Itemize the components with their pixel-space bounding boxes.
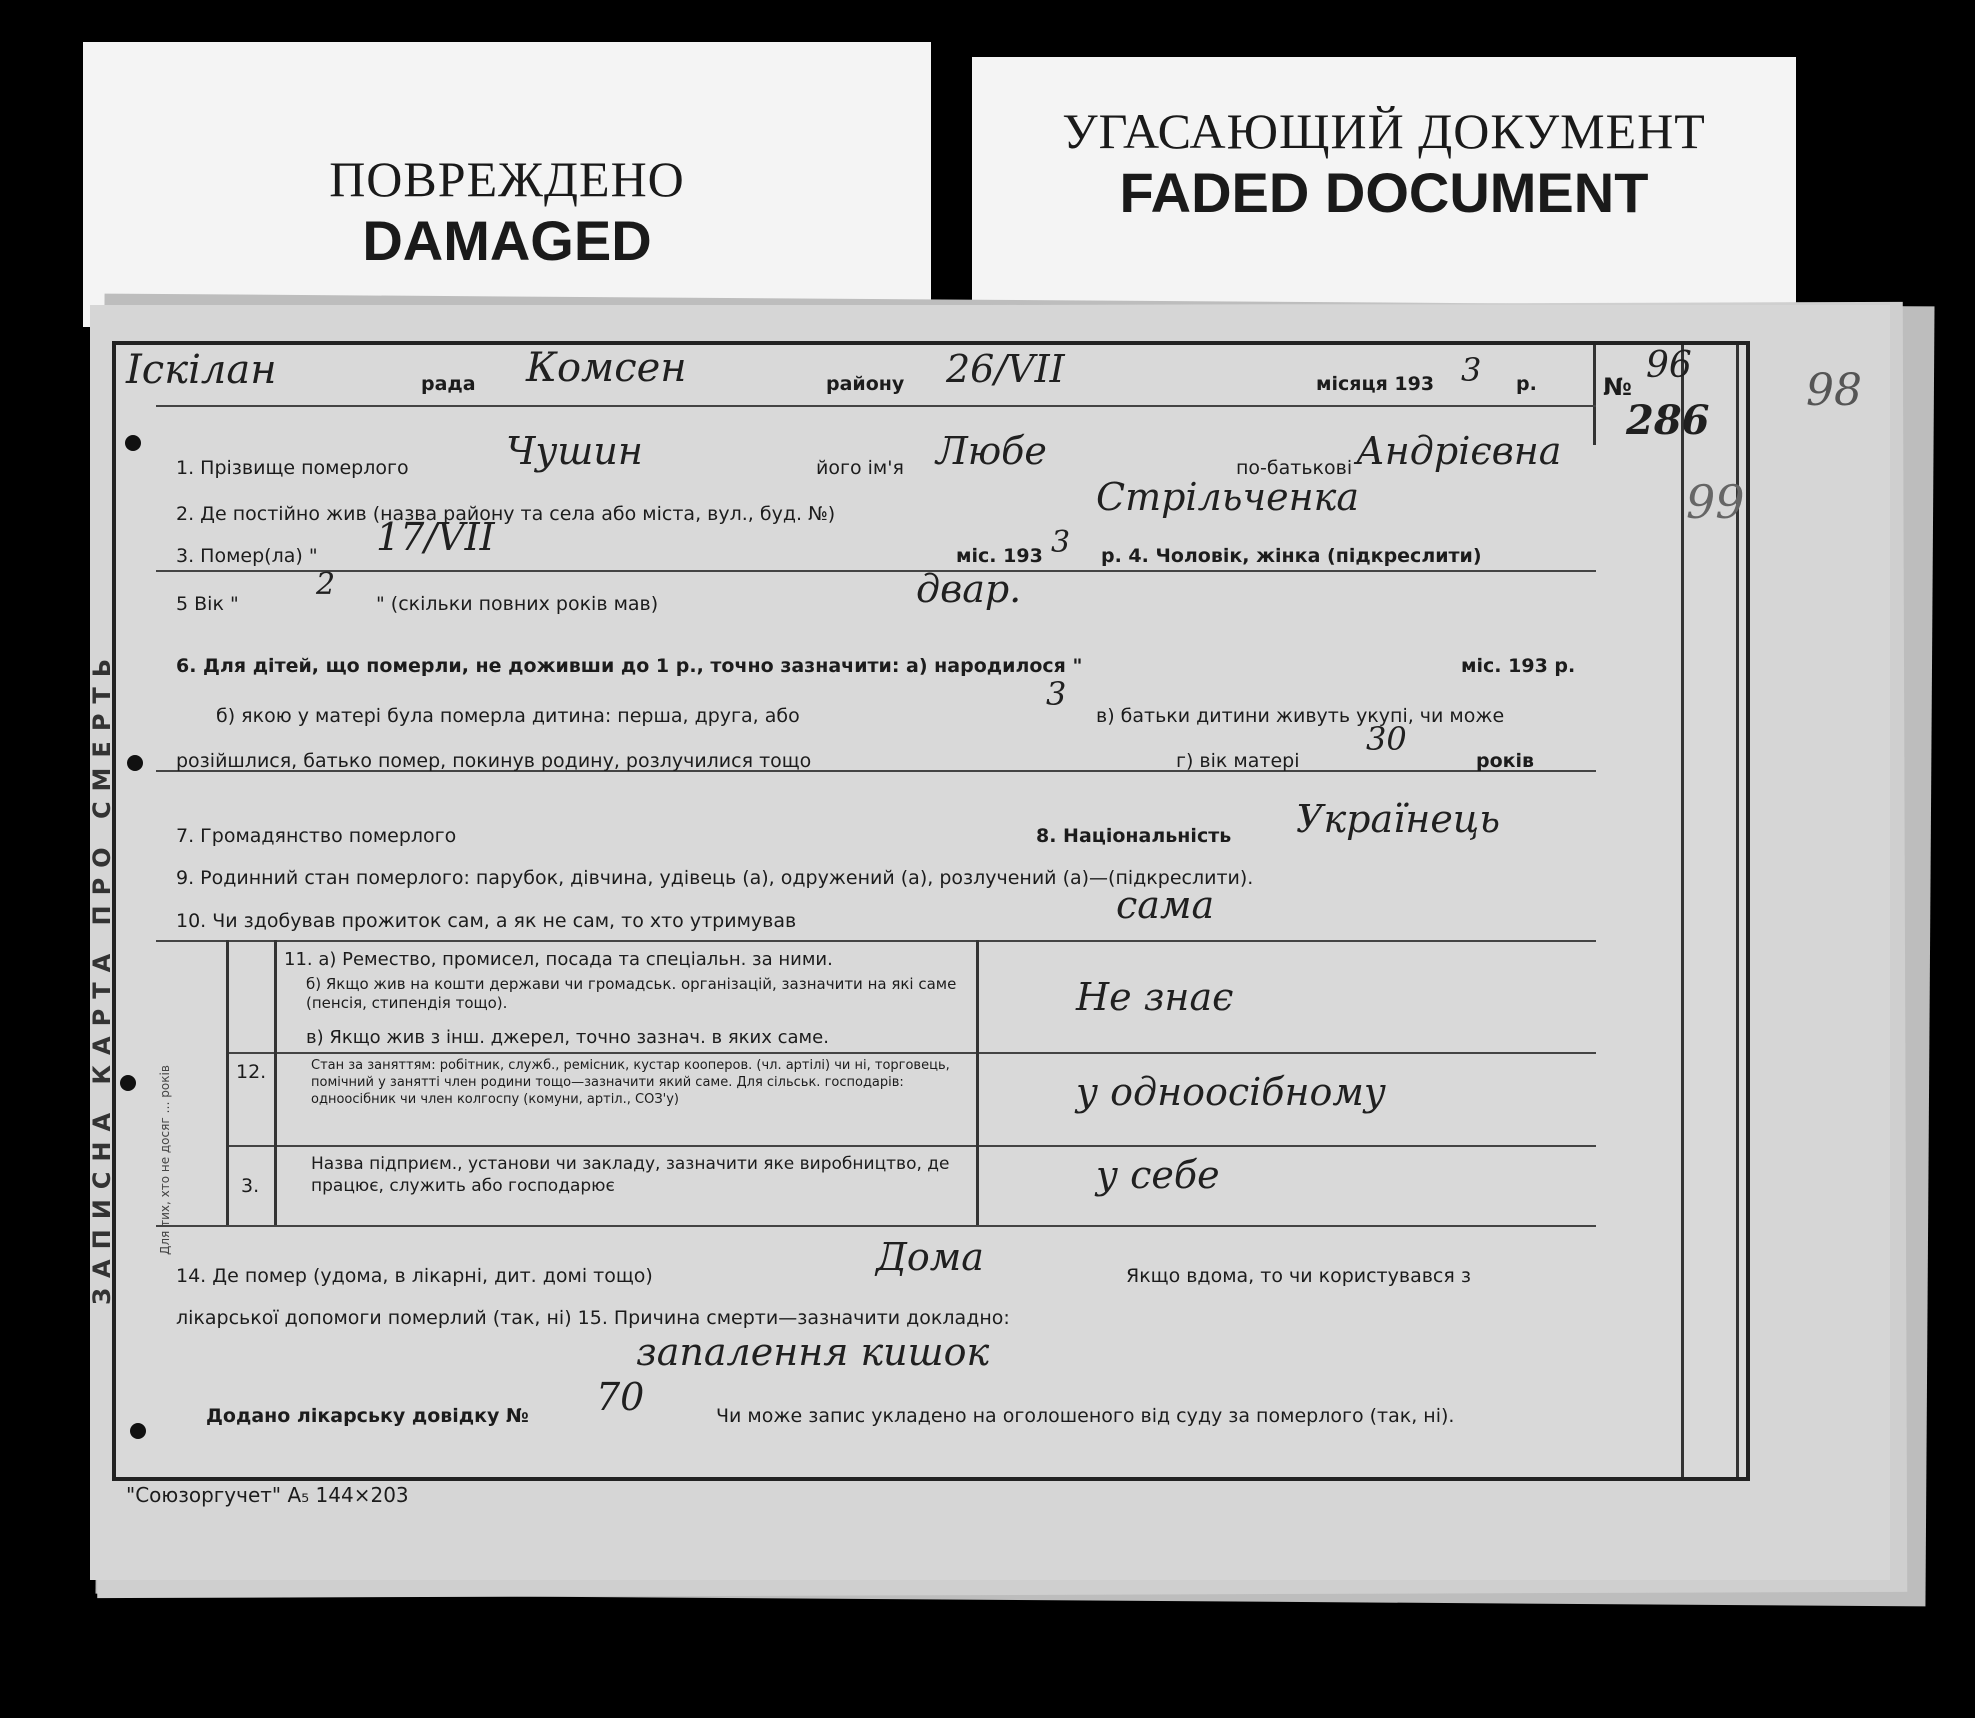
hw-workplace: у себе bbox=[1096, 1153, 1220, 1197]
hw-margin-number-1: 98 bbox=[1806, 365, 1862, 416]
printer-footer: "Союзоргучет" А₅ 144×203 bbox=[126, 1483, 409, 1507]
infant-label-line1-end: міс. 193 р. bbox=[1461, 655, 1576, 677]
number-box-line bbox=[1593, 345, 1596, 445]
month-label: місяця 193 bbox=[1316, 373, 1435, 395]
occupation-c-label: в) Якщо жив з інш. джерел, точно зазнач. в яких саме. bbox=[306, 1027, 829, 1048]
home-assistance-label: Якщо вдома, то чи користувався з bbox=[1126, 1265, 1471, 1287]
side-small-caption: Для тих, хто не досяг … років bbox=[158, 1065, 172, 1255]
cause-label: лікарської допомоги померлий (так, ні) 15. Причина смерти—зазначити докладно: bbox=[176, 1307, 1010, 1329]
damaged-label-ru: ПОВРЕЖДЕНО bbox=[329, 151, 685, 207]
line-after-r10 bbox=[156, 940, 1596, 942]
hw-cause-of-death: запалення кишок bbox=[636, 1330, 990, 1374]
line-after-r5 bbox=[156, 570, 1596, 572]
residence-label: 2. Де постійно жив (назва району та села або міста, вул., буд. №) bbox=[176, 503, 836, 525]
no-label: № bbox=[1603, 373, 1632, 401]
marital-status-label: 9. Родинний стан померлого: парубок, дівчина, удівець (а), одружений (а), розлучений (а)—(підкреслити). bbox=[176, 867, 1254, 889]
hw-number-2: 286 bbox=[1626, 397, 1710, 444]
form-frame bbox=[112, 341, 1862, 1481]
infant-label-line2: б) якою у матері була померла дитина: перша, друга, або bbox=[216, 705, 800, 727]
hw-patronymic: Андрієвна bbox=[1356, 429, 1562, 473]
hw-residence: Стрільченка bbox=[1096, 475, 1359, 519]
occupation-b-label: б) Якщо жив на кошти держави чи громадськ. організацій, зазначити на які саме (пенсія, стипендія тощо). bbox=[306, 975, 957, 1012]
hw-margin-number-2: 99 bbox=[1686, 475, 1745, 529]
punch-hole bbox=[120, 1075, 136, 1091]
mother-age-label: г) вік матері bbox=[1176, 750, 1300, 772]
row12-number: 12. bbox=[236, 1061, 267, 1083]
punch-hole bbox=[130, 1423, 146, 1439]
hw-death-year: 3 bbox=[1051, 525, 1071, 560]
hw-certificate-number: 70 bbox=[596, 1375, 645, 1419]
certificate-label: Додано лікарську довідку № bbox=[206, 1405, 529, 1427]
gender-label: р. 4. Чоловік, жінка (підкреслити) bbox=[1101, 545, 1482, 567]
hw-mother-age: 30 bbox=[1366, 720, 1407, 758]
patronymic-label: по-батькові bbox=[1236, 457, 1353, 479]
workplace-label: Назва підприєм., установи чи закладу, зазначити яке виробництво, де працює, служить або господарює bbox=[311, 1154, 950, 1196]
hw-occupation: Не знає bbox=[1076, 975, 1234, 1019]
right-border-line bbox=[1681, 345, 1684, 1477]
age-rest-label: " (скільки повних років мав) bbox=[376, 593, 659, 615]
side-title: ЗАПИСНА КАРТА ПРО СМЕРТЬ bbox=[88, 648, 116, 1305]
punch-hole bbox=[127, 755, 143, 771]
hw-surname: Чушин bbox=[506, 429, 643, 473]
infant-label-line2-end: в) батьки дитини живуть укупі, чи може bbox=[1096, 705, 1505, 727]
r-label: р. bbox=[1516, 373, 1537, 395]
faded-label-card bbox=[972, 57, 1796, 310]
hw-year-digit: 3 bbox=[1461, 351, 1482, 389]
rada-label: рада bbox=[421, 373, 476, 395]
death-record-card bbox=[90, 305, 1890, 1580]
hw-death-place: Дома bbox=[876, 1235, 984, 1279]
employment-status-label: Стан за заняттям: робітник, служб., ремісник, кустар кооперов. (чл. артілі) чи ні, торговець, помічний у занятті член родини тощо—зазначити який саме. Для сільськ. господарів: одноосібник чи член колгоспу (комуни, артіл., СОЗ'у) bbox=[311, 1058, 950, 1107]
hw-rada-name: Іскілан bbox=[126, 347, 277, 393]
r11-num-line bbox=[274, 940, 277, 1225]
supported-label: 10. Чи здобував прожиток сам, а як не сам, то хто утримував bbox=[176, 910, 797, 932]
hw-raion-name: Комсен bbox=[526, 345, 687, 391]
infant-label-line1: 6. Для дітей, що померли, не доживши до 1 р., точно зазначити: а) народилося " bbox=[176, 655, 1083, 677]
name-label: його ім'я bbox=[816, 457, 904, 479]
faded-label-ru: УГАСАЮЩИЙ ДОКУМЕНТ bbox=[1062, 103, 1706, 159]
court-record-label: Чи може запис укладено на оголошеного від суду за померлого (так, ні). bbox=[716, 1405, 1455, 1427]
occupation-a-label: 11. а) Ремество, промисел, посада та спеціальн. за ними. bbox=[284, 949, 833, 970]
death-month-label: міс. 193 bbox=[956, 545, 1043, 567]
hw-child-order: 3 bbox=[1046, 675, 1067, 713]
damaged-label-card bbox=[83, 42, 931, 327]
hw-death-day: 17/VII bbox=[376, 515, 495, 559]
r11-answer-line bbox=[976, 940, 979, 1225]
hw-supported: сама bbox=[1116, 883, 1215, 927]
hw-number-1: 96 bbox=[1646, 345, 1692, 386]
line-after-r12 bbox=[226, 1145, 1596, 1147]
hw-date: 26/VII bbox=[946, 347, 1065, 391]
damaged-label-en: DAMAGED bbox=[362, 209, 652, 272]
nationality-label: 8. Національність bbox=[1036, 825, 1232, 847]
infant-label-line3: розійшлися, батько помер, покинув родину, розлучилися тощо bbox=[176, 750, 812, 772]
raion-label: району bbox=[826, 373, 905, 395]
line-after-r11 bbox=[226, 1052, 1596, 1054]
hw-age: 2 bbox=[316, 567, 336, 602]
hw-nationality: Українець bbox=[1296, 797, 1501, 841]
years-label: років bbox=[1476, 750, 1535, 772]
hw-employment-status: у одноосібному bbox=[1076, 1070, 1386, 1114]
header-line bbox=[156, 405, 1596, 407]
punch-hole bbox=[125, 435, 141, 451]
death-date-label: 3. Помер(ла) " bbox=[176, 545, 318, 567]
r11-left-line bbox=[226, 940, 229, 1225]
hw-age-note: двар. bbox=[916, 567, 1022, 611]
death-place-label: 14. Де помер (удома, в лікарні, дит. домі тощо) bbox=[176, 1265, 653, 1287]
row13-number: 3. bbox=[241, 1175, 260, 1197]
line-after-r13 bbox=[156, 1225, 1596, 1227]
age-label: 5 Вік " bbox=[176, 593, 239, 615]
citizenship-label: 7. Громадянство померлого bbox=[176, 825, 457, 847]
hw-name: Любе bbox=[936, 429, 1047, 473]
surname-label: 1. Прізвище померлого bbox=[176, 457, 409, 479]
faded-label-en: FADED DOCUMENT bbox=[1119, 161, 1649, 224]
